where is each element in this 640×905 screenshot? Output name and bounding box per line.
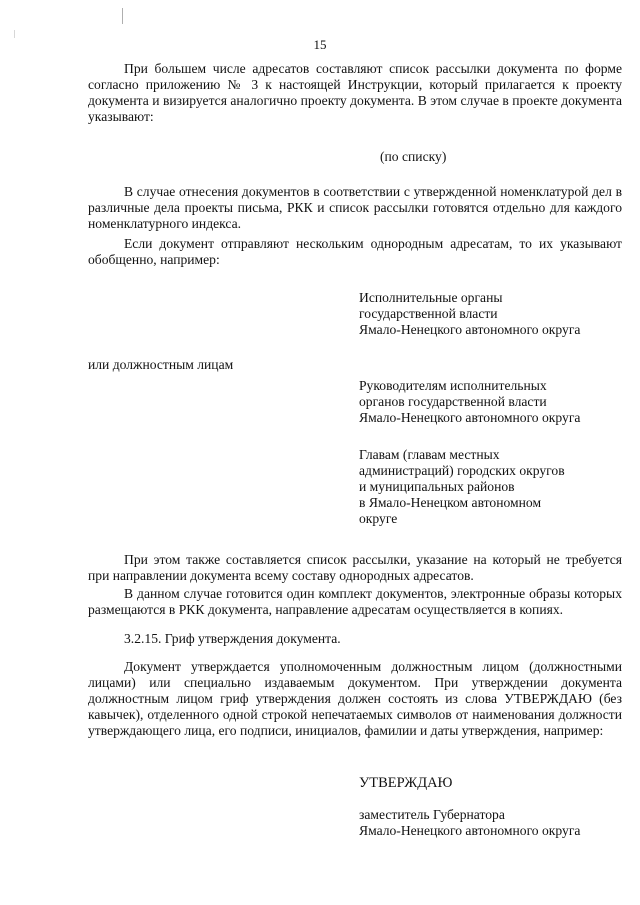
- paragraph-distribution-note: При этом также составляется список рассылки, указание на который не требуется при направлении документа всему составу однородных адресатов.: [88, 552, 622, 583]
- paragraph-copies: В данном случае готовится один комплект документов, электронные образы которых размещаются в РКК документа, направление адресатам осуществляется в копиях.: [88, 586, 622, 617]
- address-block-local-heads: [359, 447, 629, 527]
- approval-region-line: Ямало-Ненецкого автономного округа: [359, 823, 581, 838]
- address-line: Ямало-Ненецкого автономного округа: [359, 410, 581, 425]
- address-line: в Ямало-Ненецком автономном: [359, 495, 542, 510]
- scan-mark: [122, 8, 123, 24]
- address-line: государственной власти: [359, 306, 498, 321]
- address-block-executive-bodies: [359, 290, 629, 338]
- section-heading-approval: 3.2.15. Гриф утверждения документа.: [124, 631, 341, 646]
- address-line: Ямало-Ненецкого автономного округа: [359, 322, 581, 337]
- address-line: органов государственной власти: [359, 394, 547, 409]
- paragraph-approval-rules: Документ утверждается уполномоченным должностным лицом (должностными лицами) или специально издаваемым документом. При утверждении документа должностным лицом гриф утверждения должен состоять из слова УТВЕРЖДАЮ (без кавычек), отделенного одной строкой непечатаемых символов от наименования должности утверждающего лица, его подписи, инициалов, фамилии и даты утверждения, например:: [88, 659, 622, 738]
- address-line: округе: [359, 511, 398, 526]
- paragraph-generalized-addressees: Если документ отправляют нескольким однородным адресатам, то их указывают обобщенно, например:: [88, 236, 622, 267]
- approval-word: УТВЕРЖДАЮ: [359, 775, 453, 791]
- paragraph-officials: или должностным лицам: [88, 357, 234, 372]
- address-line: Руководителям исполнительных: [359, 378, 547, 393]
- page-number: 15: [313, 37, 327, 52]
- address-line: администраций) городских округов: [359, 463, 565, 478]
- address-line: Главам (главам местных: [359, 447, 500, 462]
- paragraph-distribution-list: При большем числе адресатов составляют список рассылки документа по форме согласно приложению № 3 к настоящей Инструкции, который прилагается к проекту документа и визируется аналогично проекту документа. В этом случае в проекте документа указывают:: [88, 61, 622, 124]
- approval-signature-block: [359, 807, 629, 839]
- paragraph-nomenclature: В случае отнесения документов в соответствии с утвержденной номенклатурой дел в различные дела проекты письма, РКК и список рассылки готовятся отдельно для каждого номенклатурного индекса.: [88, 184, 622, 231]
- by-list-note: (по списку): [380, 149, 447, 164]
- address-line: и муниципальных районов: [359, 479, 515, 494]
- address-block-heads: [359, 378, 629, 426]
- address-line: Исполнительные органы: [359, 290, 503, 305]
- approval-position-line: заместитель Губернатора: [359, 807, 505, 822]
